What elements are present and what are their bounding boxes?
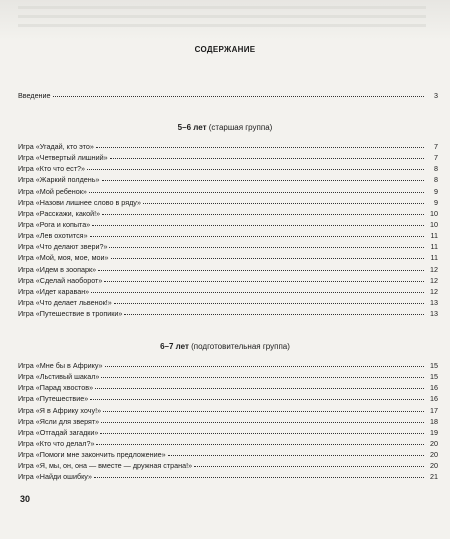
dot-leader xyxy=(92,219,424,226)
toc-entry-label: Игра «Мне бы в Африку» xyxy=(18,361,103,370)
toc-entry xyxy=(18,275,438,286)
toc-entry xyxy=(18,416,438,427)
dot-leader xyxy=(90,230,424,237)
toc-entry-page: 17 xyxy=(430,405,438,415)
dot-leader xyxy=(96,438,424,445)
toc-entry-page: 8 xyxy=(434,175,438,185)
dot-leader xyxy=(110,152,424,159)
toc-entry-label: Игра «Четвертый лишний» xyxy=(18,153,108,163)
dot-leader xyxy=(90,393,424,400)
toc-entry xyxy=(18,163,438,174)
toc-entry-page: 11 xyxy=(430,253,438,263)
toc-entry-page: 18 xyxy=(430,416,438,426)
toc-entry-label: Игра «Жаркий полдень» xyxy=(18,175,100,185)
toc-entry-label: Игра «Отгадай загадки» xyxy=(18,427,99,437)
toc-entry-page: 11 xyxy=(430,242,438,252)
toc-list-6-7 xyxy=(18,360,438,483)
dot-leader xyxy=(53,90,424,97)
toc-entry-label: Игра «Путешествие» xyxy=(18,394,89,404)
toc-entry xyxy=(18,427,438,438)
toc-entry-page: 7 xyxy=(434,153,438,163)
toc-entry-label: Игра «Найди ошибку» xyxy=(18,472,92,482)
dot-leader xyxy=(96,141,424,148)
toc-entry-page: 16 xyxy=(430,383,438,393)
toc-entry-label: Игра «Сделай наоборот» xyxy=(18,275,103,285)
toc-entry xyxy=(18,230,438,241)
toc-entry-label: Игра «Помоги мне закончить предложение» xyxy=(18,450,166,460)
dot-leader xyxy=(124,308,424,315)
section-age: 5–6 лет xyxy=(177,123,207,132)
toc-entry-label: Игра «Что делает львенок!» xyxy=(18,297,112,307)
toc-entry xyxy=(18,174,438,185)
toc-entry-page: 12 xyxy=(430,286,438,296)
toc-entry-label: Игра «Путешествие в тропики» xyxy=(18,309,123,319)
dot-leader xyxy=(105,360,424,367)
toc-entry xyxy=(18,252,438,263)
dot-leader xyxy=(114,297,424,304)
toc-entry-page: 9 xyxy=(434,186,438,196)
toc-entry-page: 7 xyxy=(434,142,438,151)
toc-entry-page: 16 xyxy=(430,394,438,404)
toc-entry-label: Игра «Кто что делал?» xyxy=(18,438,95,448)
toc-entry-page: 20 xyxy=(430,438,438,448)
section-group: (подготовительная группа) xyxy=(188,342,290,351)
toc-entry xyxy=(18,405,438,416)
toc-entry-page: 10 xyxy=(430,208,438,218)
toc-entry-label: Введение xyxy=(18,91,51,100)
section-age: 6–7 лет xyxy=(160,342,189,351)
toc-entry-label: Игра «Кто что ест?» xyxy=(18,164,85,174)
toc-entry xyxy=(18,460,438,471)
toc-entry-page: 9 xyxy=(434,197,438,207)
dot-leader xyxy=(103,405,424,412)
dot-leader xyxy=(94,471,424,478)
toc-entry-label: Игра «Я, мы, он, она — вместе — дружная страна!» xyxy=(18,461,193,471)
toc-entry-label: Игра «Рога и копыта» xyxy=(18,219,91,229)
dot-leader xyxy=(101,416,424,423)
toc-entry-label: Игра «Льстивый шакал» xyxy=(18,372,100,382)
dot-leader xyxy=(194,460,424,467)
toc-entry-label: Игра «Назови лишнее слово в ряду» xyxy=(18,197,141,207)
toc-entry xyxy=(18,438,438,449)
page-title: СОДЕРЖАНИЕ xyxy=(194,45,256,54)
toc-entry xyxy=(18,197,438,208)
dot-leader xyxy=(98,264,424,271)
dot-leader xyxy=(111,252,424,259)
dot-leader xyxy=(100,427,424,434)
toc-entry-page: 11 xyxy=(430,231,438,241)
toc-entry-label: Игра «Мой, моя, мое, мои» xyxy=(18,253,109,263)
toc-entry xyxy=(18,264,438,275)
toc-entry-label: Игра «Я в Африку хочу!» xyxy=(18,405,102,415)
dot-leader xyxy=(104,275,424,282)
toc-entry-page: 15 xyxy=(430,372,438,382)
dot-leader xyxy=(102,208,424,215)
toc-entry-page: 3 xyxy=(434,91,438,100)
dot-leader xyxy=(101,371,424,378)
toc-entry-introduction xyxy=(18,90,438,101)
toc-entry-page: 12 xyxy=(430,264,438,274)
section-heading-6-7 xyxy=(0,342,450,351)
toc-entry xyxy=(18,186,438,197)
toc-entry-label: Игра «Мой ребенок» xyxy=(18,186,87,196)
toc-entry xyxy=(18,382,438,393)
toc-entry-page: 21 xyxy=(430,472,438,482)
toc-entry xyxy=(18,297,438,308)
toc-entry-label: Игра «Идем в зоопарк» xyxy=(18,264,97,274)
toc-entry-label: Игра «Угадай, кто это» xyxy=(18,142,94,151)
toc-entry-page: 20 xyxy=(430,450,438,460)
dot-leader xyxy=(109,241,424,248)
page-number: 30 xyxy=(20,494,31,504)
toc-entry-label: Игра «Лев охотится» xyxy=(18,231,88,241)
dot-leader xyxy=(91,286,424,293)
dot-leader xyxy=(89,186,424,193)
toc-entry xyxy=(18,241,438,252)
toc-entry-page: 15 xyxy=(430,361,438,370)
toc-list-5-6 xyxy=(18,141,438,319)
toc-entry xyxy=(18,371,438,382)
dot-leader xyxy=(168,449,424,456)
toc-entry xyxy=(18,360,438,371)
toc-entry-label: Игра «Что делают звери?» xyxy=(18,242,108,252)
toc-entry-page: 19 xyxy=(430,427,438,437)
toc-entry-page: 13 xyxy=(430,297,438,307)
dot-leader xyxy=(143,197,424,204)
toc-entry-label: Игра «Парад хвостов» xyxy=(18,383,94,393)
toc-entry-page: 13 xyxy=(430,309,438,319)
toc-entry xyxy=(18,449,438,460)
toc-entry-page: 12 xyxy=(430,275,438,285)
toc-entry xyxy=(18,219,438,230)
toc-entry xyxy=(18,471,438,482)
toc-entry-label: Игра «Ясли для зверят» xyxy=(18,416,100,426)
toc-entry-page: 10 xyxy=(430,219,438,229)
section-group: (старшая группа) xyxy=(206,123,273,132)
toc-entry xyxy=(18,286,438,297)
toc-entry-label: Игра «Расскажи, какой!» xyxy=(18,208,101,218)
toc-entry xyxy=(18,393,438,404)
toc-entry xyxy=(18,152,438,163)
section-heading-5-6 xyxy=(0,123,450,132)
dot-leader xyxy=(102,174,425,181)
dot-leader xyxy=(95,382,424,389)
toc-entry xyxy=(18,208,438,219)
toc-entry-label: Игра «Идет караван» xyxy=(18,286,90,296)
toc-entry xyxy=(18,308,438,319)
toc-entry-page: 20 xyxy=(430,461,438,471)
toc-entry xyxy=(18,141,438,152)
dot-leader xyxy=(87,163,424,170)
toc-entry-page: 8 xyxy=(434,164,438,174)
